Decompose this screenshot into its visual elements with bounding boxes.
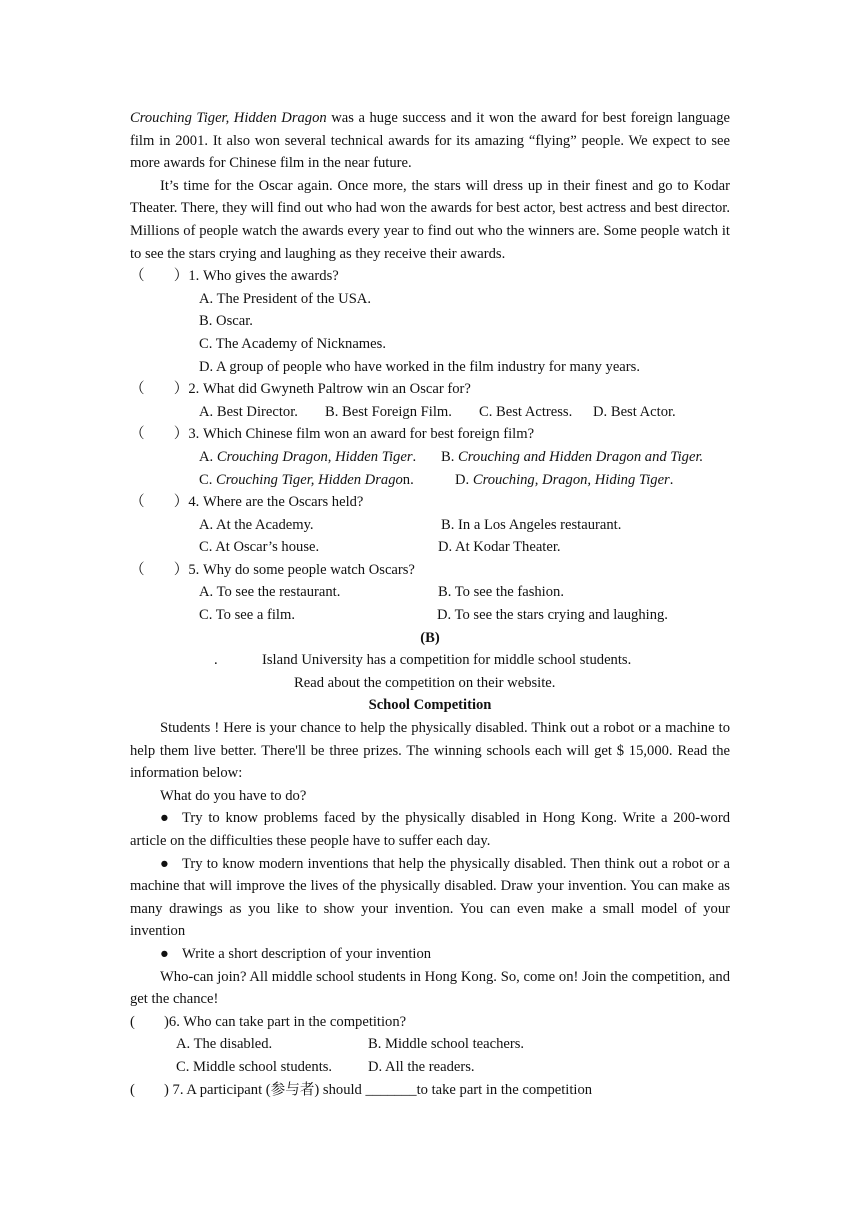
option-d: [455, 469, 673, 492]
option-title: Crouching and Hidden Dragon and Tiger.: [458, 448, 704, 465]
option-letter: D.: [455, 471, 473, 488]
option-row: [199, 604, 730, 627]
option-b: B. In a Los Angeles restaurant.: [441, 516, 622, 533]
option-letter: C.: [199, 471, 217, 488]
bullet-text: Try to know modern inventions that help the physically disabled. Then think out a robot or a machine that will improve the lives of the physically disabled. Draw your invention. You can make as many drawings as you like to show your invention. You can even make a small model of your invention: [130, 855, 730, 940]
section-b-intro-2: Read about the competition on their website.: [294, 674, 556, 691]
option-a: A. The President of the USA.: [199, 290, 371, 307]
bullet-text: Write a short description of your invention: [182, 945, 432, 962]
option-b: B. Middle school teachers.: [368, 1036, 525, 1053]
section-b-label: (B): [420, 629, 440, 646]
option-d: D. At Kodar Theater.: [438, 539, 561, 556]
option-row: [199, 581, 730, 604]
option-row: [199, 446, 730, 469]
option-row: [199, 469, 730, 492]
question-6: ( )6. Who can take part in the competition?: [130, 1013, 407, 1030]
option-c: [199, 469, 455, 492]
section-b-paragraph-1: Students ! Here is your chance to help the physically disabled. Think out a robot or a machine to help them live better. There'll be three prizes. The winning schools each will get $ 15,000. Read the information below:: [130, 720, 730, 782]
question-5-options: [130, 581, 730, 626]
question-2: （ ）2. What did Gwyneth Paltrow win an Oscar for?: [130, 381, 471, 398]
section-b-paragraph-3: Who-can join? All middle school students in Hong Kong. So, come on! Join the competition, and get the chance!: [130, 968, 730, 1008]
option-letter: B.: [441, 448, 459, 465]
option-c: C. At Oscar’s house.: [199, 539, 320, 556]
option-suffix: .: [669, 471, 674, 488]
question-5: （ ）5. Why do some people watch Oscars?: [130, 561, 415, 578]
option-d: D. To see the stars crying and laughing.: [437, 607, 668, 624]
option-c: C. The Academy of Nicknames.: [199, 335, 386, 352]
option-letter: A.: [199, 448, 217, 465]
option-row: [176, 1033, 730, 1056]
question-6-options: [130, 1033, 730, 1078]
passage-a-paragraph-1: [130, 107, 730, 175]
question-3-options: [130, 446, 730, 491]
question-4-options: [130, 514, 730, 559]
option-b: B. To see the fashion.: [438, 584, 564, 601]
option-suffix: .: [412, 448, 417, 465]
bullet-text: Try to know problems faced by the physically disabled in Hong Kong. Write a 200-word article on the difficulties these people have to suffer each day.: [130, 810, 730, 849]
option-c: C. Middle school students.: [176, 1058, 333, 1075]
question-2-options: [130, 401, 730, 424]
option-row: [199, 536, 730, 559]
option-title: Crouching Tiger, Hidden Drago: [216, 471, 403, 488]
intro-text: Island University has a competition for middle school students.: [262, 652, 632, 669]
section-b-title: School Competition: [368, 697, 492, 714]
option-title: Crouching Dragon, Hidden Tiger: [216, 448, 413, 465]
bullet-item-3: [130, 943, 730, 966]
film-title: Crouching Tiger, Hidden Dragon: [130, 110, 327, 126]
bullet-icon: ●: [160, 945, 169, 962]
bullet-icon: ●: [160, 855, 169, 872]
question-3: （ ）3. Which Chinese film won an award for best foreign film?: [130, 426, 535, 443]
option-b: [441, 446, 703, 469]
question-1-options: [130, 288, 730, 378]
paragraph-text: was a huge success and it won the award for best foreign language film in 2001. It also won several technical awards for its amazing “flying” people. We expect to see more awards for Chinese film in the near future.: [130, 110, 730, 172]
passage-a-paragraph-2: It’s time for the Oscar again. Once more, the stars will dress up in their finest and go to Kodar Theater. There, they will find out who had won the awards for best actor, best actress and best director. Millions of people watch the awards every year to find out who the winners are. Some people watch it to see the stars crying and laughing as they receive their awards.: [130, 177, 730, 262]
bullet-item-2: [130, 853, 730, 943]
option-a: [199, 446, 441, 469]
section-b-intro-1: [130, 649, 730, 672]
option-b: B. Oscar.: [199, 313, 253, 330]
option-b: B. Best Foreign Film.: [325, 403, 452, 420]
option-c: C. Best Actress.: [479, 403, 573, 420]
option-row: [199, 514, 730, 537]
option-a: A. To see the restaurant.: [199, 584, 341, 601]
option-title: Crouching, Dragon, Hiding Tiger: [472, 471, 670, 488]
question-1: （ ）1. Who gives the awards?: [130, 268, 339, 285]
document-content: [130, 107, 730, 1101]
question-4: （ ）4. Where are the Oscars held?: [130, 494, 364, 511]
option-suffix: n.: [402, 471, 414, 488]
option-a: A. The disabled.: [176, 1036, 273, 1053]
option-d: D. A group of people who have worked in the film industry for many years.: [199, 358, 640, 375]
option-d: D. All the readers.: [368, 1058, 475, 1075]
section-b-paragraph-2: What do you have to do?: [160, 787, 307, 804]
intro-dot: .: [214, 652, 218, 669]
option-d: D. Best Actor.: [593, 403, 676, 420]
option-a: A. Best Director.: [199, 403, 298, 420]
bullet-item-1: [130, 807, 730, 852]
question-7: ( ) 7. A participant (参与者) should _______to take part in the competition: [130, 1081, 593, 1098]
option-c: C. To see a film.: [199, 607, 295, 624]
option-a: A. At the Academy.: [199, 516, 314, 533]
bullet-icon: ●: [160, 810, 169, 827]
option-row: [176, 1056, 730, 1079]
